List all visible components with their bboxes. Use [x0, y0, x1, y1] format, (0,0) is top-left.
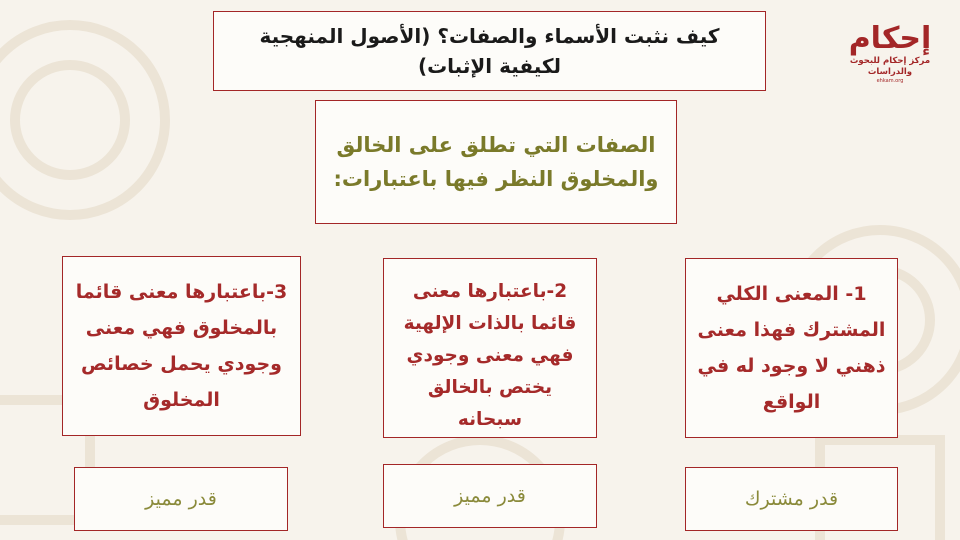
logo-url: ehkam.org [876, 78, 904, 84]
title-box [213, 11, 766, 91]
point-2-label-box [383, 464, 597, 528]
point-3-label: قدر مميز [145, 488, 217, 510]
logo-subtitle: مركز إحكام للبحوث والدراسات [849, 56, 931, 77]
central-concept-box [315, 100, 677, 224]
point-1-text: 1- المعنى الكلي المشترك فهذا معنى ذهني لا وجود له في الواقع [697, 283, 886, 413]
point-3-text: 3-باعتبارها معنى قائما بالمخلوق فهي معنى وجودي يحمل خصائص المخلوق [75, 281, 288, 411]
point-1-label-box [685, 467, 898, 531]
point-2-box [383, 258, 597, 438]
point-1-label: قدر مشترك [744, 488, 839, 510]
point-3-box [62, 256, 301, 436]
point-3-label-box [74, 467, 288, 531]
point-1-box [685, 258, 898, 438]
central-concept-text: الصفات التي تطلق على الخالق والمخلوق النظر فيها باعتبارات: [333, 133, 659, 191]
ehkam-logo-icon [848, 22, 932, 100]
point-2-label: قدر مميز [454, 485, 526, 507]
point-2-text: 2-باعتبارها معنى قائما بالذات الإلهية فهي معنى وجودي يختص بالخالق سبحانه [403, 281, 577, 430]
logo-mark: إحكام [848, 21, 932, 56]
page-title: كيف نثبت الأسماء والصفات؟ (الأصول المنهجية لكيفية الإثبات) [259, 24, 720, 78]
